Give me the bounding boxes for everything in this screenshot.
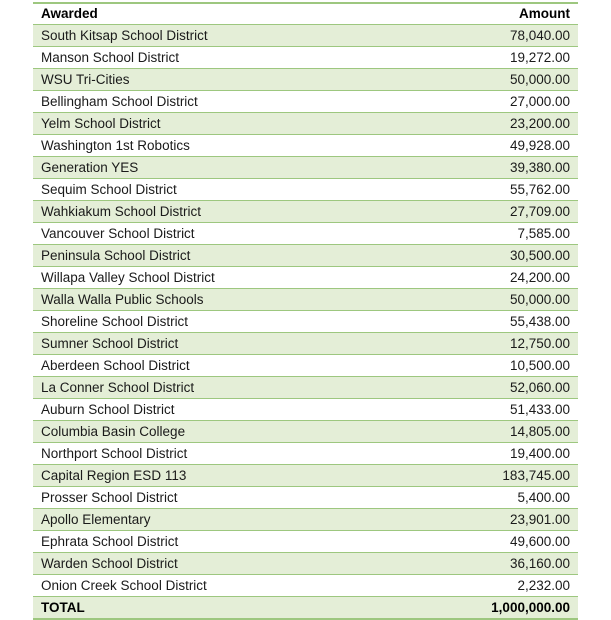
cell-awarded-name: Sumner School District [33, 333, 423, 355]
cell-amount-value: 78,040.00 [423, 25, 578, 47]
cell-awarded-name: Prosser School District [33, 487, 423, 509]
cell-awarded-name: Willapa Valley School District [33, 267, 423, 289]
cell-awarded-name: Onion Creek School District [33, 575, 423, 597]
table-row [33, 311, 578, 333]
table-row [33, 289, 578, 311]
table-row [33, 223, 578, 245]
awarded-amounts-table-container [33, 2, 578, 620]
cell-awarded-name: WSU Tri-Cities [33, 69, 423, 91]
table-row [33, 113, 578, 135]
table-row [33, 245, 578, 267]
table-row [33, 465, 578, 487]
cell-amount-value: 2,232.00 [423, 575, 578, 597]
cell-amount-value: 55,438.00 [423, 311, 578, 333]
cell-awarded-name: Vancouver School District [33, 223, 423, 245]
table-body [33, 25, 578, 597]
cell-amount-value: 14,805.00 [423, 421, 578, 443]
cell-amount-value: 55,762.00 [423, 179, 578, 201]
total-label: TOTAL [33, 597, 423, 620]
awarded-amounts-table [33, 2, 578, 620]
cell-awarded-name: Manson School District [33, 47, 423, 69]
cell-awarded-name: Sequim School District [33, 179, 423, 201]
cell-amount-value: 23,200.00 [423, 113, 578, 135]
cell-amount-value: 39,380.00 [423, 157, 578, 179]
cell-amount-value: 36,160.00 [423, 553, 578, 575]
cell-awarded-name: Aberdeen School District [33, 355, 423, 377]
cell-awarded-name: Apollo Elementary [33, 509, 423, 531]
table-row [33, 443, 578, 465]
total-amount: 1,000,000.00 [423, 597, 578, 620]
cell-awarded-name: Northport School District [33, 443, 423, 465]
cell-amount-value: 51,433.00 [423, 399, 578, 421]
cell-amount-value: 12,750.00 [423, 333, 578, 355]
cell-amount-value: 10,500.00 [423, 355, 578, 377]
table-row [33, 47, 578, 69]
table-row [33, 575, 578, 597]
table-row [33, 399, 578, 421]
table-row [33, 91, 578, 113]
cell-amount-value: 5,400.00 [423, 487, 578, 509]
cell-awarded-name: Washington 1st Robotics [33, 135, 423, 157]
cell-awarded-name: Wahkiakum School District [33, 201, 423, 223]
table-row [33, 355, 578, 377]
cell-awarded-name: Capital Region ESD 113 [33, 465, 423, 487]
cell-awarded-name: Walla Walla Public Schools [33, 289, 423, 311]
cell-amount-value: 24,200.00 [423, 267, 578, 289]
table-row [33, 135, 578, 157]
table-row [33, 267, 578, 289]
cell-awarded-name: Columbia Basin College [33, 421, 423, 443]
cell-amount-value: 27,000.00 [423, 91, 578, 113]
cell-amount-value: 19,272.00 [423, 47, 578, 69]
column-header-amount: Amount [423, 3, 578, 25]
cell-amount-value: 30,500.00 [423, 245, 578, 267]
table-row [33, 69, 578, 91]
cell-amount-value: 183,745.00 [423, 465, 578, 487]
cell-awarded-name: Bellingham School District [33, 91, 423, 113]
cell-amount-value: 23,901.00 [423, 509, 578, 531]
table-row [33, 553, 578, 575]
cell-amount-value: 49,928.00 [423, 135, 578, 157]
column-header-awarded: Awarded [33, 3, 423, 25]
cell-awarded-name: La Conner School District [33, 377, 423, 399]
table-row [33, 201, 578, 223]
cell-awarded-name: South Kitsap School District [33, 25, 423, 47]
table-row [33, 487, 578, 509]
table-row [33, 377, 578, 399]
cell-awarded-name: Warden School District [33, 553, 423, 575]
table-row [33, 421, 578, 443]
cell-amount-value: 49,600.00 [423, 531, 578, 553]
cell-awarded-name: Auburn School District [33, 399, 423, 421]
cell-amount-value: 52,060.00 [423, 377, 578, 399]
cell-awarded-name: Shoreline School District [33, 311, 423, 333]
table-row [33, 25, 578, 47]
table-footer [33, 597, 578, 620]
cell-amount-value: 50,000.00 [423, 289, 578, 311]
table-row [33, 531, 578, 553]
table-row [33, 333, 578, 355]
cell-amount-value: 27,709.00 [423, 201, 578, 223]
cell-awarded-name: Ephrata School District [33, 531, 423, 553]
table-total-row [33, 597, 578, 620]
cell-awarded-name: Generation YES [33, 157, 423, 179]
table-header-row [33, 3, 578, 25]
table-row [33, 157, 578, 179]
table-header [33, 3, 578, 25]
cell-awarded-name: Peninsula School District [33, 245, 423, 267]
table-row [33, 179, 578, 201]
table-row [33, 509, 578, 531]
cell-amount-value: 50,000.00 [423, 69, 578, 91]
cell-awarded-name: Yelm School District [33, 113, 423, 135]
cell-amount-value: 19,400.00 [423, 443, 578, 465]
cell-amount-value: 7,585.00 [423, 223, 578, 245]
